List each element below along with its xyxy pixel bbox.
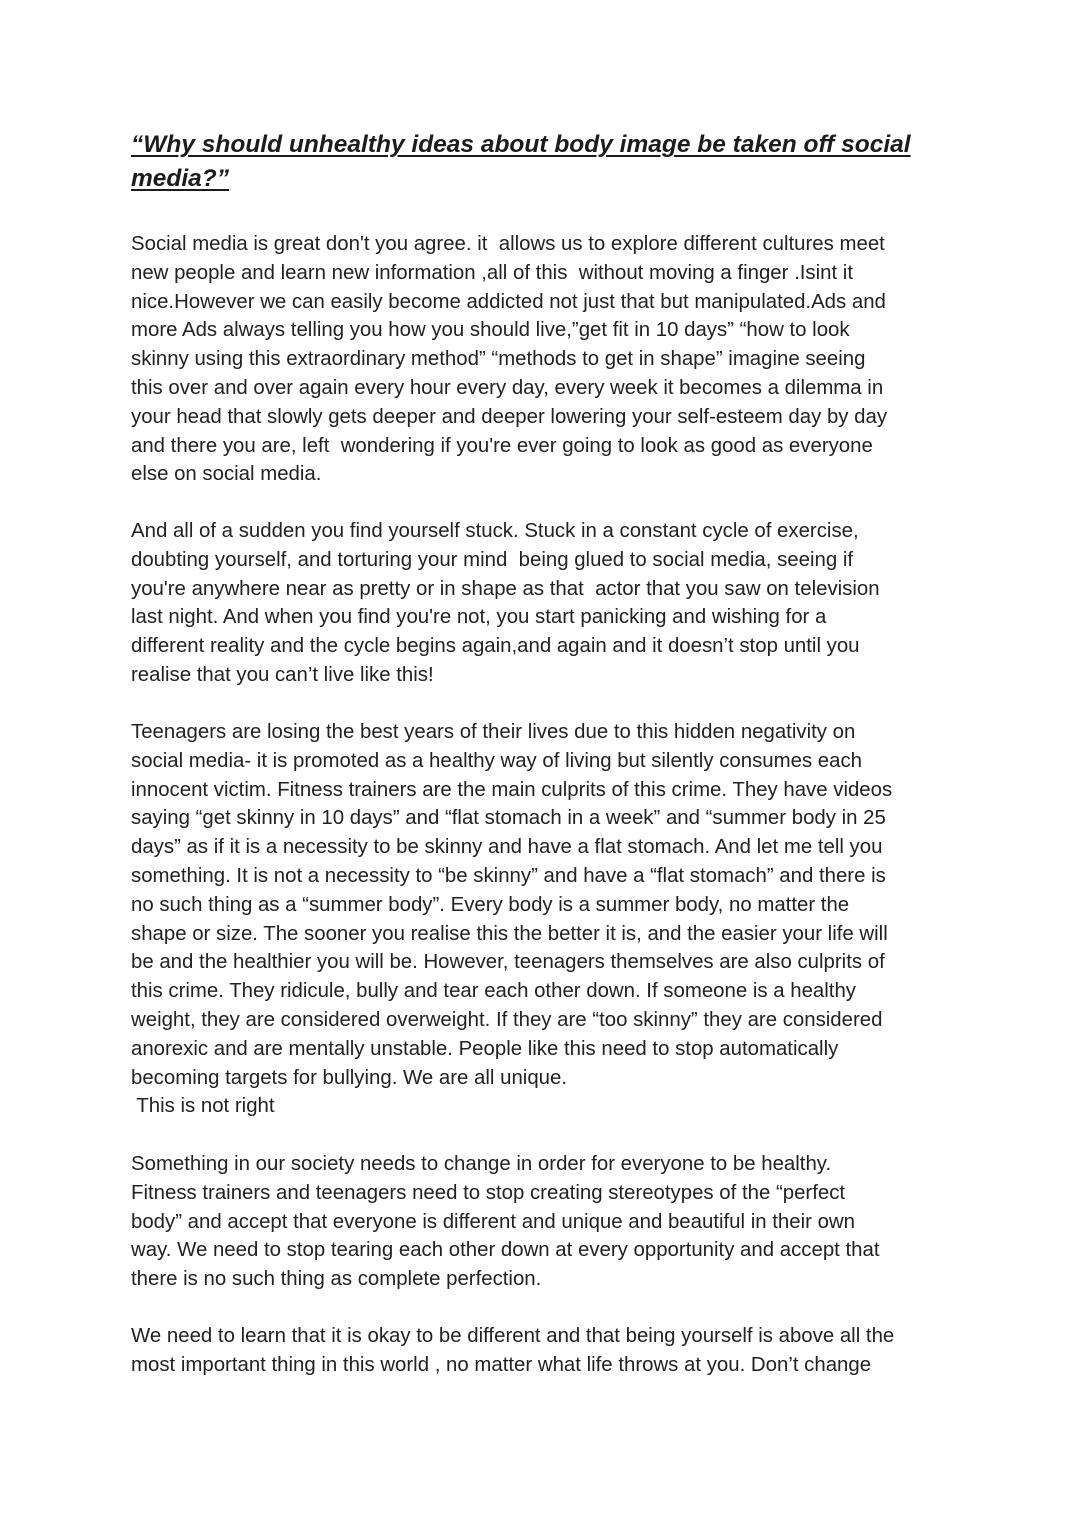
text-line: Something in our society needs to change in order for everyone to be healthy. <box>131 1153 832 1175</box>
title-line: “Why should unhealthy ideas about body image be taken off social <box>131 131 911 158</box>
text-line: last night. And when you find you're not, you start panicking and wishing for a <box>131 606 827 629</box>
text-line: Fitness trainers and teenagers need to stop creating stereotypes of the “perfect <box>131 1181 846 1204</box>
text-line: new people and learn new information ,all of this without moving a finger .Isint it <box>131 261 853 284</box>
text-line: saying “get skinny in 10 days” and “flat stomach in a week” and “summer body in 25 <box>131 807 886 830</box>
text-line: more Ads always telling you how you should live,”get fit in 10 days” “how to look <box>131 319 850 342</box>
paragraph-5 <box>131 1322 961 1380</box>
text-line: anorexic and are mentally unstable. People like this need to stop automatically <box>131 1037 839 1060</box>
text-line: different reality and the cycle begins again,and again and it doesn’t stop until you <box>131 635 860 658</box>
text-line: shape or size. The sooner you realise this the better it is, and the easier your life will <box>131 922 888 945</box>
text-line: way. We need to stop tearing each other down at every opportunity and accept that <box>131 1239 880 1262</box>
text-line: this crime. They ridicule, bully and tear each other down. If someone is a healthy <box>131 980 857 1003</box>
paragraph-3 <box>131 718 961 1121</box>
paragraph-2 <box>131 517 961 690</box>
text-line: most important thing in this world , no matter what life throws at you. Don’t change <box>131 1353 872 1376</box>
title-line: media?” <box>131 165 230 192</box>
text-line: days” as if it is a necessity to be skinny and have a flat stomach. And let me tell you <box>131 836 883 859</box>
paragraph-1 <box>131 230 961 489</box>
text-line: there is no such thing as complete perfection. <box>131 1268 542 1291</box>
text-line: no such thing as a “summer body”. Every body is a summer body, no matter the <box>131 893 850 916</box>
text-line: social media- it is promoted as a healthy way of living but silently consumes each <box>131 749 863 772</box>
paragraph-4 <box>131 1150 961 1294</box>
text-line: Teenagers are losing the best years of their lives due to this hidden negativity on <box>131 721 856 743</box>
text-line: We need to learn that it is okay to be different and that being yourself is above all the <box>131 1325 895 1347</box>
text-line: you're anywhere near as pretty or in shape as that actor that you saw on television <box>131 577 880 600</box>
text-line: this over and over again every hour every day, every week it becomes a dilemma in <box>131 376 884 399</box>
text-line: innocent victim. Fitness trainers are the main culprits of this crime. They have videos <box>131 778 893 801</box>
document-title <box>131 128 961 196</box>
text-line: realise that you can’t live like this! <box>131 663 434 686</box>
text-line: This is not right <box>131 1095 275 1118</box>
text-line: becoming targets for bullying. We are all unique. <box>131 1066 567 1089</box>
text-line: doubting yourself, and torturing your mind being glued to social media, seeing if <box>131 548 854 571</box>
text-line: skinny using this extraordinary method” “methods to get in shape” imagine seeing <box>131 348 866 371</box>
text-line: body” and accept that everyone is different and unique and beautiful in their own <box>131 1210 855 1233</box>
text-line: Social media is great don't you agree. it allows us to explore different cultures meet <box>131 233 885 255</box>
text-line: weight, they are considered overweight. If they are “too skinny” they are considered <box>131 1008 883 1031</box>
text-line: be and the healthier you will be. However, teenagers themselves are also culprits of <box>131 951 885 974</box>
text-line: else on social media. <box>131 463 322 486</box>
text-line: and there you are, left wondering if you're ever going to look as good as everyone <box>131 434 873 457</box>
text-line: And all of a sudden you find yourself stuck. Stuck in a constant cycle of exercise, <box>131 520 859 542</box>
text-line: something. It is not a necessity to “be skinny” and have a “flat stomach” and there is <box>131 864 886 887</box>
text-line: nice.However we can easily become addicted not just that but manipulated.Ads and <box>131 290 886 313</box>
text-line: your head that slowly gets deeper and deeper lowering your self-esteem day by day <box>131 405 888 428</box>
